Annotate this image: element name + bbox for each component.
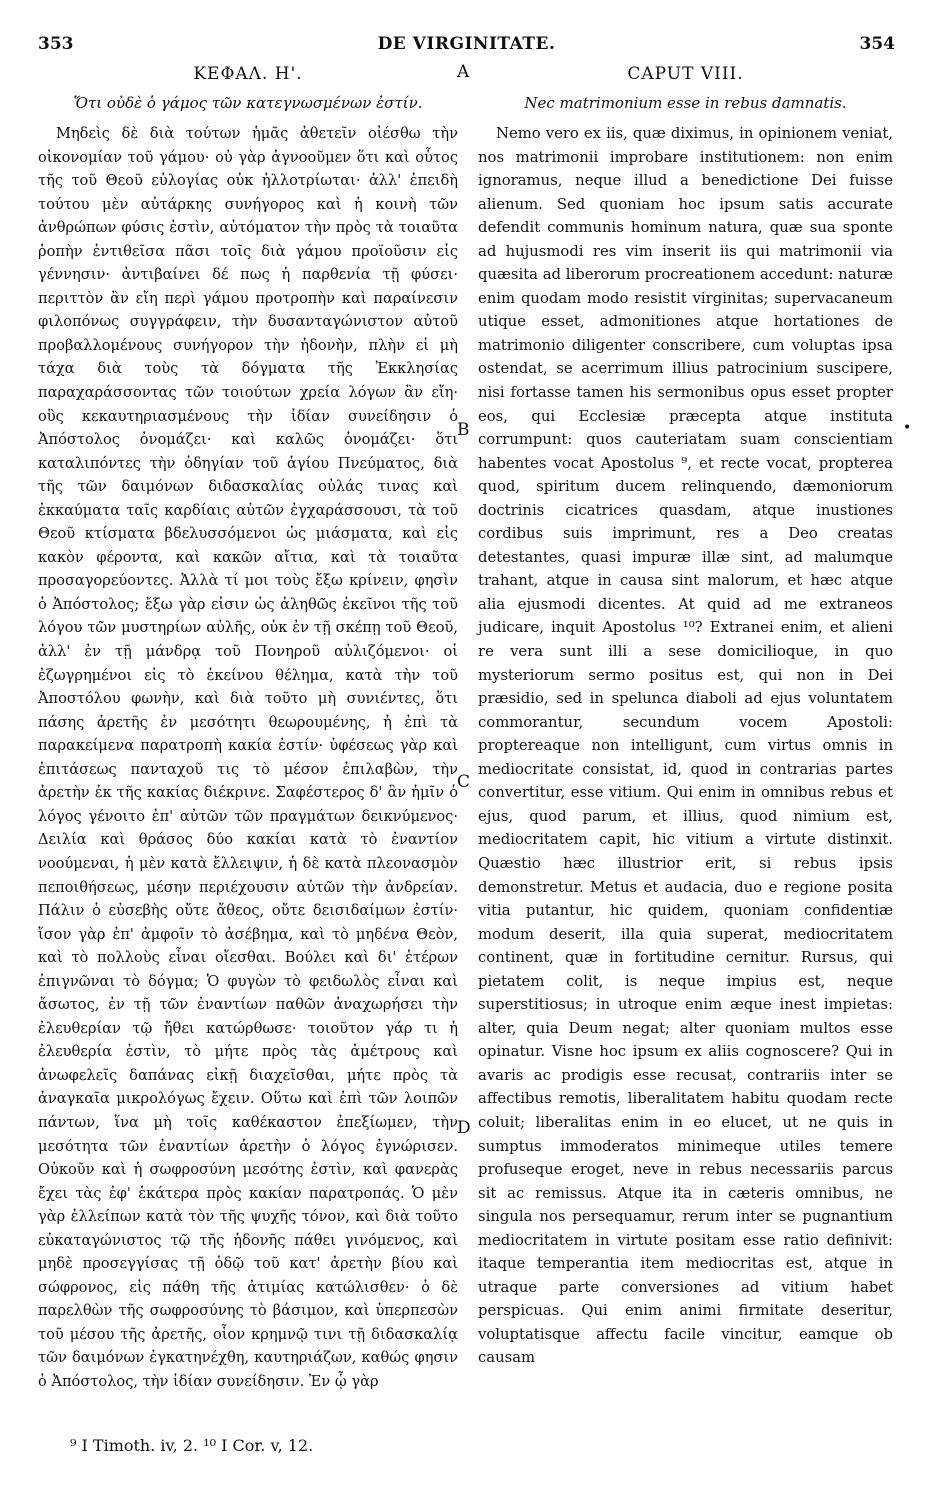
margin-marker-b: B — [457, 420, 470, 440]
latin-chapter-subtitle: Nec matrimonium esse in rebus damnatis. — [524, 94, 847, 112]
running-title: DE VIRGINITATE. — [377, 34, 556, 54]
greek-chapter-heading: ΚΕΦΑΛ. Η'. — [193, 64, 303, 84]
margin-marker-d: D — [457, 1118, 471, 1138]
greek-body-text: Μηδεὶς δὲ διὰ τούτων ἡμᾶς ἀθετεῖν οἰέσθω τὴν οἰκονομίαν τοῦ γάμου· οὐ γὰρ ἀγνοοῦμεν ὅτι καὶ οὗτος τῆς τοῦ Θεοῦ εὐλογίας οὐκ ἠλλοτρίωται· ἀλλ' ἐπειδὴ τούτου μὲν αὐτάρκης συνήγορος καὶ ἡ κοινὴ τῶν ἀνθρώπων φύσις ἐστὶν, αὐτόματον τὴν πρὸς τὰ τοιαῦτα ῥοπὴν ἐντιθεῖσα πᾶσι τοῖς διὰ γάμου προϊοῦσιν εἰς γέννησιν· ἀντιβαίνει δέ πως ἡ παρθενία τῇ φύσει· περιττὸν ἂν εἴη περὶ γάμου προτροπὴν καὶ παραίνεσιν φιλοπόνως συγγράφειν, τὴν δυσανταγώνιστον αὐτοῦ προβαλλομένους συνήγορον τὴν ἡδονὴν, πλὴν εἰ μὴ τάχα διὰ τοὺς τὰ δόγματα τῆς Ἐκκλησίας παραχαράσσοντας τῶν τοιούτων χρεία λόγων ἂν εἴη· οὓς κεκαυτηριασμένους τὴν ἰδίαν συνείδησιν ὁ Ἀπόστολος ὀνομάζει· καὶ καλῶς ὀνομάζει· ὅτι καταλιπόντες τὴν ὁδηγίαν τοῦ ἁγίου Πνεύματος, διὰ τῆς τῶν δαιμόνων διδασκαλίας οὐλάς τινας καὶ ἐκκαύματα ταῖς καρδίαις αὐτῶν ἐγχαράσσουσι, τὰ τοῦ Θεοῦ κτίσματα βδελυσσόμενοι ὡς μιάσματα, καὶ εἰς κακὸν φέροντα, καὶ κακῶν αἴτια, καὶ τὰ τοιαῦτα προσαγορεύοντες. Ἀλλὰ τί μοι τοὺς ἔξω κρίνειν, φησὶν ὁ Ἀπόστολος; ἔξω γὰρ εἰσιν ὡς ἀληθῶς ἐκεῖνοι τῆς τοῦ λόγου τῶν μυστηρίων αὐλῆς, οὐκ ἐν τῇ σκέπῃ τοῦ Θεοῦ, ἀλλ' ἐν τῇ μάνδρᾳ τοῦ Πονηροῦ αὐλιζόμενοι· οἱ ἐζωγρημένοι εἰς τὸ ἐκείνου θέλημα, κατὰ τὴν τοῦ Ἀποστόλου φωνὴν, καὶ διὰ τοῦτο μὴ συνιέντες, ὅτι πάσης ἀρετῆς ἐν μεσότητι θεωρουμένης, ἡ ἐπὶ τὰ παρακείμενα παρατροπὴ κακία ἐστίν· ὑφέσεως γὰρ καὶ ἐπιτάσεως πανταχοῦ τις τὸ μέσον ἐπιλαβὼν, τὴν ἀρετὴν ἐκ τῆς κακίας διέκρινε. Σαφέστερος δ' ἂν ἡμῖν ὁ λόγος γένοιτο ἐπ' αὐτῶν τῶν πραγμάτων δεικνύμενος· Δειλία καὶ θράσος δύο κακίαι κατὰ τὸ ἐναντίον νοούμεναι, ἡ μὲν κατὰ ἔλλειψιν, ἡ δὲ κατὰ πλεονασμὸν πεποιθήσεως, μέσην περιέχουσιν αὐτῶν τὴν ἀνδρείαν. Πάλιν ὁ εὐσεβὴς οὔτε ἄθεος, οὔτε δεισιδαίμων ἐστίν· ἴσον γὰρ ἐπ' ἀμφοῖν τὸ ἀσέβημα, καὶ τὸ μηδένα Θεὸν, καὶ τὸ πολλοὺς εἶναι οἴεσθαι. Βούλει καὶ δι' ἑτέρων ἐπιγνῶναι τὸ δόγμα; Ὁ φυγὼν τὸ φειδωλὸς εἶναι καὶ ἄσωτος, ἐν τῇ τῶν ἐναντίων παθῶν ἀναχωρήσει τὴν ἐλευθερίαν τῷ ἤθει κατώρθωσε· τοιοῦτον γάρ τι ἡ ἐλευθερία ἐστὶν, τὸ μήτε πρὸς τὰς ἀμέτρους καὶ ἀνωφελεῖς δαπάνας εἰκῇ διαχεῖσθαι, μήτε πρὸς τὰ ἀναγκαῖα μικρολόγως ἔχειν. Οὕτω καὶ ἐπὶ τῶν λοιπῶν πάντων, ἵνα μὴ τοῖς καθέκαστον ἐπεξίωμεν, τὴν μεσότητα τῶν ἐναντίων ἀρετὴν ὁ λόγος ἐγνώρισεν. Οὐκοῦν καὶ ἡ σωφροσύνη μεσότης ἐστὶν, καὶ φανερὰς ἔχει τὰς ἐφ' ἑκάτερα πρὸς κακίαν παρατροπάς. Ὁ μὲν γὰρ ἐλλείπων κατὰ τὸν τῆς ψυχῆς τόνον, καὶ διὰ τοῦτο εὐκαταγώνιστος τῷ τῆς ἡδονῆς πάθει γινόμενος, καὶ μηδὲ προσεγγίσας τῇ ὁδῷ τοῦ κατ' ἀρετὴν βίου καὶ σώφρονος, εἰς πάθη τῆς ἀτιμίας κατώλισθεν· ὁ δὲ παρελθὼν τῆς σωφροσύνης τὸ βάσιμον, καὶ ὑπερπεσὼν τοῦ μέσου τῆς ἀρετῆς, οἷον κρημνῷ τινι τῇ διδασκαλίᾳ τῶν δαιμόνων ἐγκατηνέχθη, καυτηριάζων, καθώς φησιν ὁ Ἀπόστολος, τὴν ἰδίαν συνείδησιν. Ἐν ᾧ γὰρ — [38, 125, 458, 1390]
latin-chapter-heading: CAPUT VIII. — [627, 64, 744, 84]
margin-marker-a: A — [457, 62, 470, 82]
latin-body-text: Nemo vero ex iis, quæ diximus, in opinionem veniat, nos matrimonii improbare institutionem: non enim ignoramus, neque illud a benedictione Dei fuisse alienum. Sed quoniam hoc ipsum satis accurate defendit communis hominum natura, quæ sua sponte ad hujusmodi res vim inserit iis qui matrimonii via quæsita ad liberorum procreationem accedunt: naturæ enim quodam modo resistit virginitas; supervacaneum utique esset, admonitiones atque hortationes de matrimonio diligenter conscribere, cum voluptas ipsa ostendat, se acerrimum illius patrocinium suscipere, nisi fortasse tamen his sermonibus opus esset propter eos, qui Ecclesiæ præcepta atque instituta corrumpunt: quos cauteriatam suam conscientiam habentes vocat Apostolus ⁹, et recte vocat, propterea quod, spiritum ducem relinquendo, dæmoniorum doctrinis cicatrices quasdam, atque inustiones cordibus suis imprimunt, res a Deo creatas detestantes, quasi impuræ illæ sint, ad malumque trahant, atque in causa sint malorum, et hæc atque alia ejusmodi dicentes. At quid ad me extraneos judicare, inquit Apostolus ¹⁰? Extranei enim, et alieni re vera sunt illi a sese domicilioque, in quo mysteriorum sermo positus est, qui non in Dei præsidio, sed in spelunca diaboli ad ejus voluntatem commorantur, secundum vocem Apostoli: proptereaque non intelligunt, cum virtus omnis in mediocritate consistat, id, quod in contrarias partes convertitur, esse vitium. Qui enim in omnibus rebus et ejus, quod parum, et illius, quod nimium est, mediocritatem capit, hic vitium a virtute distinxit. Quæstio hæc illustrior erit, si rebus ipsis demonstretur. Metus et audacia, duo e regione posita vitia putantur, hic quidem, quoniam confidentiæ modum deserit, illa quia superat, mediocritatem continent, quæ in fortitudine cernitur. Rursus, qui pietatem colit, is neque impius est, neque superstitiosus; in utroque enim æque inest impietas: alter, quia Deum negat; alter quoniam multos esse opinatur. Visne hoc ipsum ex aliis cognoscere? Qui in avaris ac prodigis esse recusat, contrariis inter se affectibus remotis, liberalitatem habitu quodam recte coluit; liberalitas enim in eo elucet, ut ne quis in sumptus immoderatos minimeque utiles temere profuseque eroget, neve in rebus necessariis parcus sit ac remissus. Atque ita in cæteris omnibus, ne singula nos persequamur, rerum inter se pugnantium mediocritatem in virtute positam esse ratio definivit: itaque temperantia item mediocritas est, atque in utraque parte conversiones ad vitium habet perspicuas. Qui enim animi firmitate deseritur, voluptatisque affectu facile vincitur, eamque ob causam — [478, 125, 893, 1367]
page-number-left: 353 — [38, 34, 74, 54]
greek-chapter-subtitle: Ὅτι οὐδὲ ὁ γάμος τῶν κατεγνωσμένων ἐστίν. — [73, 94, 423, 112]
page-number-right: 354 — [859, 34, 895, 54]
margin-marker-c: C — [457, 772, 471, 792]
greek-column — [38, 64, 458, 1394]
latin-column — [478, 64, 893, 1370]
footnotes: ⁹ I Timoth. iv, 2. ¹⁰ I Cor. v, 12. — [70, 1436, 314, 1455]
margin-dot: • — [903, 420, 912, 436]
running-header — [38, 34, 895, 58]
